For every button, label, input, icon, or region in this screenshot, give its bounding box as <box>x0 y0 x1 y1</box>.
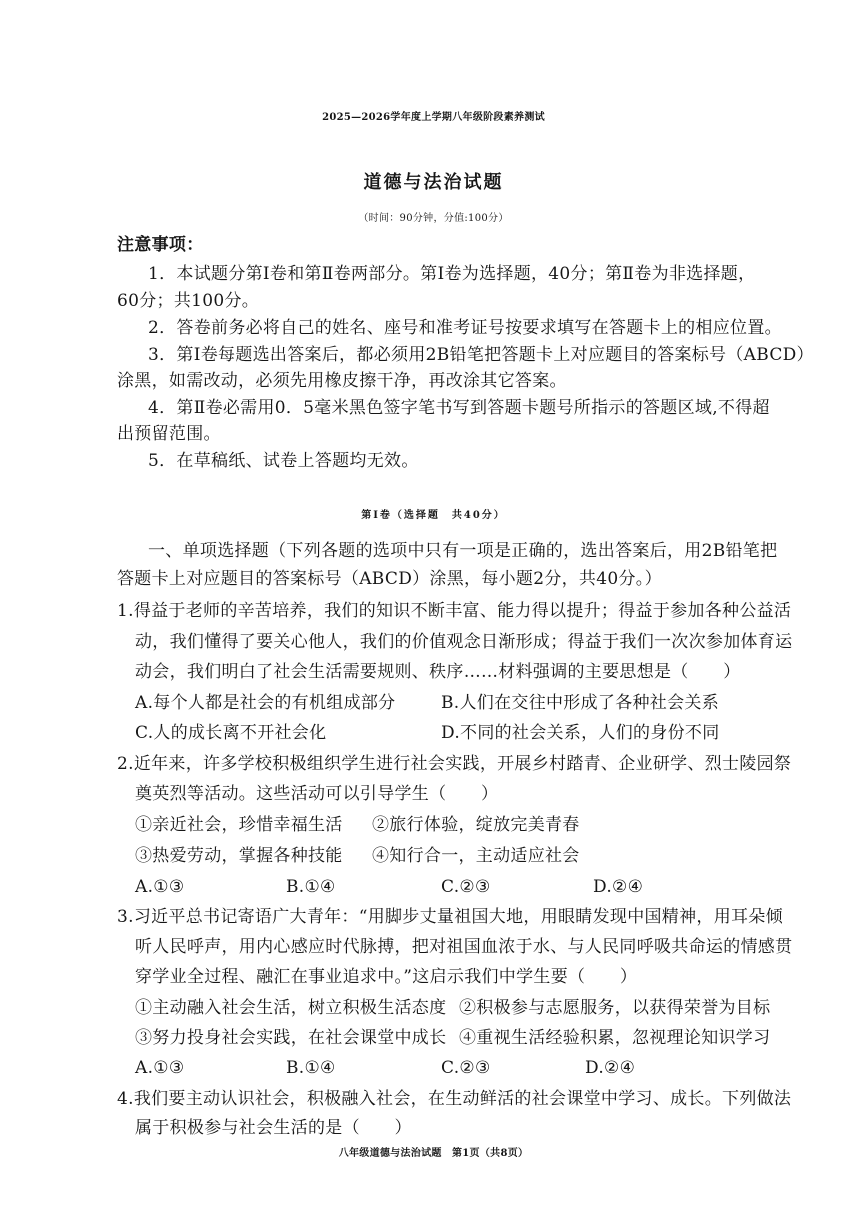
question-1-option-b: B.人们在交往中形成了各种社会关系 <box>441 693 719 713</box>
question-2-option-d: D.②④ <box>593 877 644 897</box>
question-1-option-c: C.人的成长离不开社会化 <box>135 723 327 743</box>
page-title: 道德与法治试题 <box>363 172 504 193</box>
question-2-item: ④知行合一，主动适应社会 <box>372 846 580 866</box>
notes-line: 4．第Ⅱ卷必需用0．5毫米黑色签字笔书写到答题卡题号所指示的答题区域,不得超 <box>148 398 770 418</box>
question-2-item: ①亲近社会，珍惜幸福生活 <box>135 815 343 835</box>
question-3-item: ①主动融入社会生活，树立积极生活态度 <box>135 998 447 1018</box>
question-4-text: 属于积极参与社会生活的是（ ） <box>135 1118 412 1138</box>
question-3-option-a: A.①③ <box>135 1058 185 1078</box>
question-3-text: 听人民呼声，用内心感应时代脉搏，把对祖国血浓于水、与人民同呼吸共命运的情感贯 <box>135 937 793 957</box>
question-1-text: 1.得益于老师的辛苦培养，我们的知识不断丰富、能力得以提升；得益于参加各种公益活 <box>117 601 792 621</box>
question-3-item: ②积极参与志愿服务，以获得荣誉为目标 <box>459 998 771 1018</box>
notes-line: 1．本试题分第Ⅰ卷和第Ⅱ卷两部分。第Ⅰ卷为选择题，40分；第Ⅱ卷为非选择题， <box>148 264 756 284</box>
question-2-item: ③热爱劳动，掌握各种技能 <box>135 846 343 866</box>
time-score: （时间：90分钟，分值:100分） <box>358 213 509 224</box>
question-1-option-d: D.不同的社会关系，人们的身份不同 <box>441 723 720 743</box>
question-2-option-b: B.①④ <box>286 877 336 897</box>
question-3-option-d: D.②④ <box>585 1058 636 1078</box>
question-1-text: 动，我们懂得了要关心他人，我们的价值观念日渐形成；得益于我们一次次参加体育运 <box>135 632 793 652</box>
notes-line: 2．答卷前务必将自己的姓名、座号和准考证号按要求填写在答题卡上的相应位置。 <box>148 318 782 338</box>
question-2-item: ②旅行体验，绽放完美青春 <box>372 815 580 835</box>
question-2-option-a: A.①③ <box>135 877 185 897</box>
page-footer: 八年级道德与法治试题 第1页（共8页） <box>338 1148 529 1159</box>
question-3-option-c: C.②③ <box>441 1058 491 1078</box>
section-instruction: 一、单项选择题（下列各题的选项中只有一项是正确的，选出答案后，用2B铅笔把 <box>148 541 778 561</box>
notes-line: 出预留范围。 <box>117 424 221 444</box>
section-instruction: 答题卡上对应题目的答案标号（ABCD）涂黑，每小题2分，共40分。） <box>117 569 662 589</box>
section-title: 第Ⅰ卷（选择题 共40分） <box>361 510 506 521</box>
question-4-text: 4.我们要主动认识社会，积极融入社会，在生动鲜活的社会课堂中学习、成长。下列做法 <box>117 1089 792 1109</box>
question-3-option-b: B.①④ <box>286 1058 336 1078</box>
question-2-text: 奠英烈等活动。这些活动可以引导学生（ ） <box>135 784 499 804</box>
notes-line: 5．在草稿纸、试卷上答题均无效。 <box>148 451 419 471</box>
question-3-item: ③努力投身社会实践，在社会课堂中成长 <box>135 1028 447 1048</box>
question-2-option-c: C.②③ <box>441 877 491 897</box>
question-2-text: 2.近年来，许多学校积极组织学生进行社会实践，开展乡村踏青、企业研学、烈士陵园祭 <box>117 754 792 774</box>
exam-line: 2025—2026学年度上学期八年级阶段素养测试 <box>322 112 545 123</box>
notes-line: 60分；共100分。 <box>117 291 260 311</box>
question-3-text: 穿学业全过程、融汇在事业追求中。”这启示我们中学生要（ ） <box>135 967 638 987</box>
notes-heading: 注意事项： <box>117 235 204 255</box>
question-1-text: 动会，我们明白了社会生活需要规则、秩序……材料强调的主要思想是（ ） <box>135 662 741 682</box>
question-1-option-a: A.每个人都是社会的有机组成部分 <box>135 693 396 713</box>
notes-line: 涂黑，如需改动，必须先用橡皮擦干净，再改涂其它答案。 <box>117 371 567 391</box>
question-3-text: 3.习近平总书记寄语广大青年：“用脚步丈量祖国大地，用眼睛发现中国精神，用耳朵倾 <box>117 907 783 927</box>
question-3-item: ④重视生活经验积累，忽视理论知识学习 <box>459 1028 771 1048</box>
notes-line: 3．第Ⅰ卷每题选出答案后，都必须用2B铅笔把答题卡上对应题目的答案标号（ABCD） <box>148 345 814 365</box>
